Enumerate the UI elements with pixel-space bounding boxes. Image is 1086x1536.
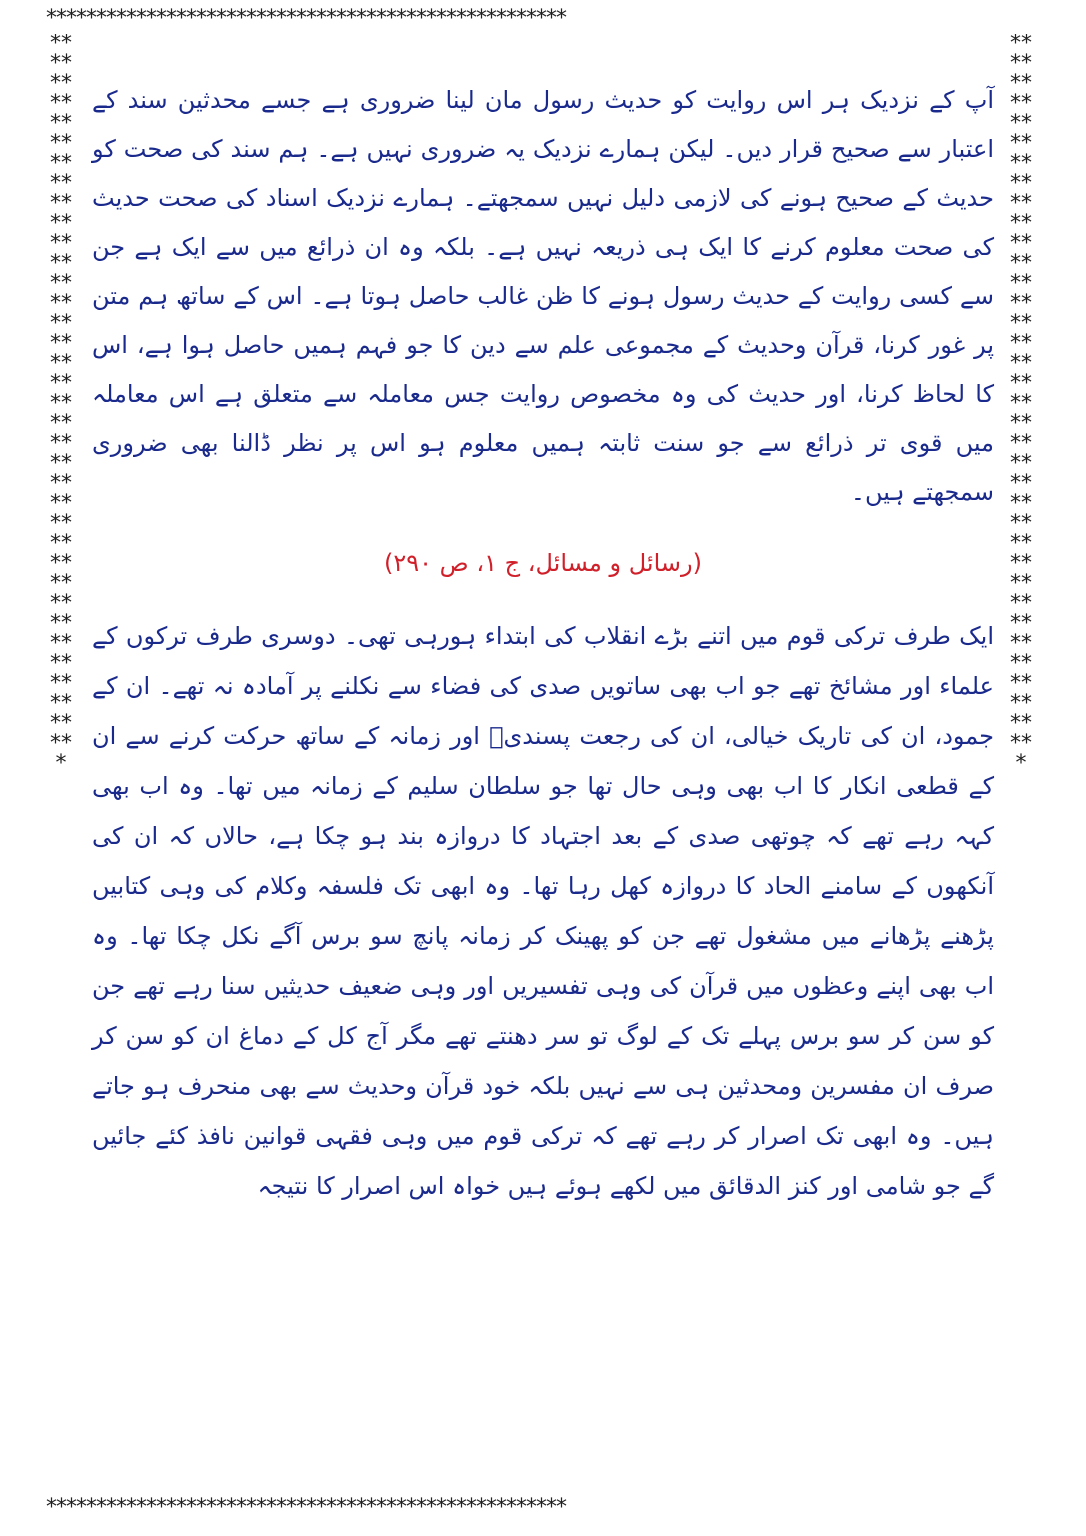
page-text <box>92 76 994 1211</box>
decorative-border-left: ************************************************************************* <box>50 34 72 776</box>
paragraph-main: ایک طرف ترکی قوم میں اتنے بڑے انقلاب کی ابتداء ہورہی تھی۔ دوسری طرف ترکوں کے علماء اور مشائخ تھے جو اب بھی ساتویں صدی کی فضاء سے نکلنے پر آمادہ نہ تھے۔ ان کے جمود، ان کی تاریک خیالی، ان کی رجعت پسندیؑ اور زمانہ کے ساتھ حرکت کرنے سے ان کے قطعی انکار کا اب بھی وہی حال تھا جو سلطان سلیم کے زمانہ میں تھا۔ وہ اب بھی کہہ رہے تھے کہ چوتھی صدی کے بعد اجتہاد کا دروازہ بند ہو چکا ہے، حالاں کہ ان کی آنکھوں کے سامنے الحاد کا دروازہ کھل رہا تھا۔ وہ ابھی تک فلسفہ وکلام کی وہی کتابیں پڑھنے پڑھانے میں مشغول تھے جن کو پھینک کر زمانہ پانچ سو برس آگے نکل چکا تھا۔ وہ اب بھی اپنے وعظوں میں قرآن کی وہی تفسیریں اور وہی ضعیف حدیثیں سنا رہے تھے جن کو سن کر سو برس پہلے تک کے لوگ تو سر دھنتے تھے مگر آج کل کے دماغ ان کو سن کر صرف ان مفسرین ومحدثین ہی سے نہیں بلکہ خود قرآن وحدیث سے بھی منحرف ہو جاتے ہیں۔ وہ ابھی تک اصرار کر رہے تھے کہ ترکی قوم میں وہی فقہی قوانین نافذ کئے جائیں گے جو شامی اور کنز الدقائق میں لکھے ہوئے ہیں خواہ اس اصرار کا نتیجہ <box>92 622 994 1200</box>
decorative-border-top: **************************************************** <box>46 6 566 31</box>
decorative-border-right: ************************************************************************* <box>1010 34 1032 776</box>
decorative-border-bottom: **************************************************** <box>46 1495 566 1520</box>
paragraph-quote: آپ کے نزدیک ہر اس روایت کو حدیث رسول مان لینا ضروری ہے جسے محدثین سند کے اعتبار سے صحیح قرار دیں۔ لیکن ہمارے نزدیک یہ ضروری نہیں ہے۔ ہم سند کی صحت کو حدیث کے صحیح ہونے کی لازمی دلیل نہیں سمجھتے۔ ہمارے نزدیک اسناد کی صحت حدیث کی صحت معلوم کرنے کا ایک ہی ذریعہ نہیں ہے۔ بلکہ وہ ان ذرائع میں سے ایک ہے جن سے کسی روایت کے حدیث رسول ہونے کا ظن غالب حاصل ہوتا ہے۔ اس کے ساتھ ہم متن پر غور کرنا، قرآن وحدیث کے مجموعی علم سے دین کا جو فہم ہمیں حاصل ہوا ہے، اس کا لحاظ کرنا، اور حدیث کی وہ مخصوص روایت جس معاملہ سے متعلق ہے اس معاملہ میں قوی تر ذرائع سے جو سنت ثابتہ ہمیں معلوم ہو اس پر نظر ڈالنا بھی ضروری سمجھتے ہیں۔ <box>92 86 994 506</box>
reference-citation: (رسائل و مسائل، ج ۱، ص ۲۹۰) <box>384 549 702 577</box>
